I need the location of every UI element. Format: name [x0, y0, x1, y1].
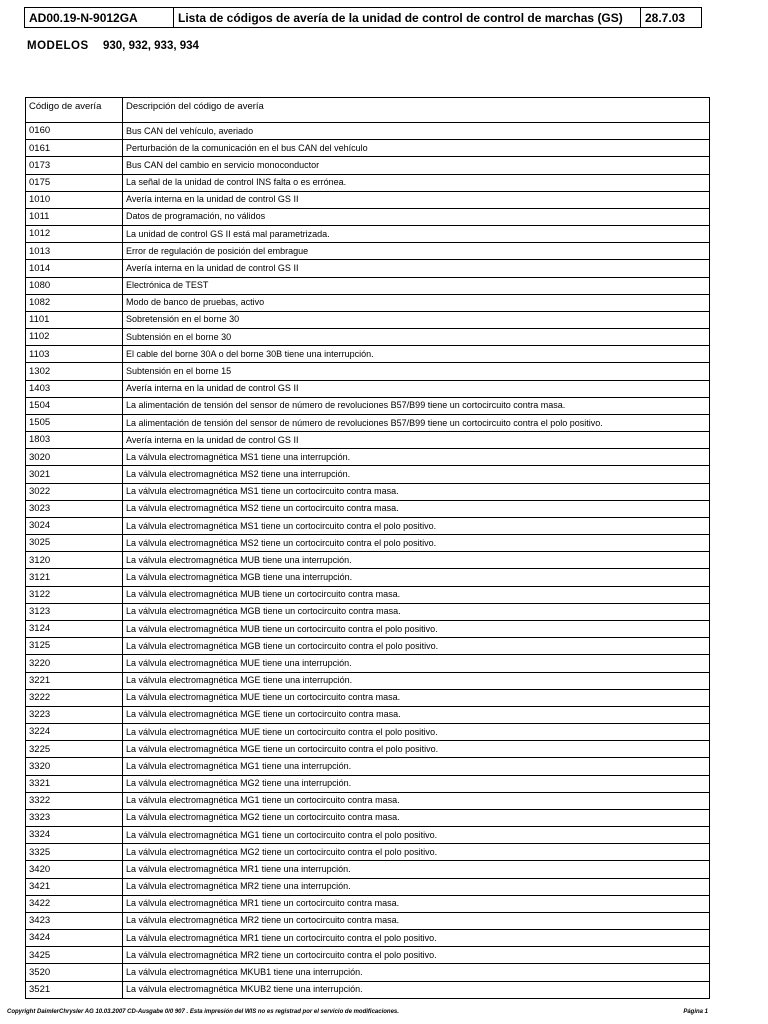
- fault-description: La válvula electromagnética MR2 tiene un cortocircuito contra el polo positivo.: [123, 947, 710, 964]
- table-row: [26, 741, 710, 758]
- table-row: [26, 638, 710, 655]
- fault-description: La válvula electromagnética MR1 tiene un cortocircuito contra masa.: [123, 895, 710, 912]
- fault-description: Avería interna en la unidad de control GS II: [123, 191, 710, 208]
- table-row: [26, 157, 710, 174]
- fault-code: 3221: [26, 672, 123, 689]
- fault-description: Electrónica de TEST: [123, 277, 710, 294]
- models-values: 930, 932, 933, 934: [103, 40, 199, 52]
- fault-description: La válvula electromagnética MGE tiene un cortocircuito contra masa.: [123, 706, 710, 723]
- fault-description: La válvula electromagnética MGB tiene una interrupción.: [123, 569, 710, 586]
- fault-code: 3422: [26, 895, 123, 912]
- table-row: [26, 981, 710, 998]
- fault-code: 3520: [26, 964, 123, 981]
- fault-code: 3420: [26, 861, 123, 878]
- fault-description: La válvula electromagnética MS1 tiene una interrupción.: [123, 449, 710, 466]
- table-row: [26, 620, 710, 637]
- fault-code: 3124: [26, 620, 123, 637]
- fault-code: 1010: [26, 191, 123, 208]
- fault-description: Bus CAN del cambio en servicio monoconductor: [123, 157, 710, 174]
- fault-description: Avería interna en la unidad de control GS II: [123, 260, 710, 277]
- table-row: [26, 689, 710, 706]
- fault-code: 0173: [26, 157, 123, 174]
- fault-description: La válvula electromagnética MR1 tiene una interrupción.: [123, 861, 710, 878]
- table-row: [26, 277, 710, 294]
- table-row: [26, 449, 710, 466]
- fault-code: 3223: [26, 706, 123, 723]
- fault-description: El cable del borne 30A o del borne 30B tiene una interrupción.: [123, 346, 710, 363]
- table-row: [26, 912, 710, 929]
- fault-description: La válvula electromagnética MR1 tiene un cortocircuito contra el polo positivo.: [123, 930, 710, 947]
- table-row: [26, 895, 710, 912]
- fault-description: Datos de programación, no válidos: [123, 208, 710, 225]
- fault-code: 1013: [26, 243, 123, 260]
- fault-description: La válvula electromagnética MKUB1 tiene una interrupción.: [123, 964, 710, 981]
- fault-code: 1302: [26, 363, 123, 380]
- fault-description: La válvula electromagnética MG2 tiene una interrupción.: [123, 775, 710, 792]
- table-row: [26, 414, 710, 431]
- fault-description: La válvula electromagnética MR2 tiene un cortocircuito contra masa.: [123, 912, 710, 929]
- fault-code: 1403: [26, 380, 123, 397]
- fault-description: La válvula electromagnética MGB tiene un cortocircuito contra masa.: [123, 603, 710, 620]
- table-row: [26, 930, 710, 947]
- fault-code: 1082: [26, 294, 123, 311]
- table-row: [26, 947, 710, 964]
- fault-code: 1011: [26, 208, 123, 225]
- fault-code: 1101: [26, 311, 123, 328]
- table-row: [26, 329, 710, 346]
- fault-description: Perturbación de la comunicación en el bus CAN del vehículo: [123, 140, 710, 157]
- fault-code: 0175: [26, 174, 123, 191]
- fault-code: 3121: [26, 569, 123, 586]
- fault-description: La válvula electromagnética MUE tiene una interrupción.: [123, 655, 710, 672]
- table-row: [26, 535, 710, 552]
- fault-code: 3025: [26, 535, 123, 552]
- fault-code: 3125: [26, 638, 123, 655]
- table-row: [26, 208, 710, 225]
- fault-code: 1505: [26, 414, 123, 431]
- table-row: [26, 844, 710, 861]
- table-row: [26, 174, 710, 191]
- table-header-row: [26, 98, 710, 123]
- fault-description: Modo de banco de pruebas, activo: [123, 294, 710, 311]
- table-row: [26, 397, 710, 414]
- table-row: [26, 466, 710, 483]
- fault-code: 1102: [26, 329, 123, 346]
- fault-code: 3321: [26, 775, 123, 792]
- fault-code: 1803: [26, 432, 123, 449]
- fault-description: La válvula electromagnética MGB tiene un cortocircuito contra el polo positivo.: [123, 638, 710, 655]
- fault-description: Error de regulación de posición del embrague: [123, 243, 710, 260]
- fault-code: 3425: [26, 947, 123, 964]
- fault-description: La válvula electromagnética MG2 tiene un cortocircuito contra masa.: [123, 809, 710, 826]
- fault-code: 3224: [26, 724, 123, 741]
- fault-description: La alimentación de tensión del sensor de número de revoluciones B57/B99 tiene un cortocircuito contra el polo positivo.: [123, 414, 710, 431]
- fault-description: La válvula electromagnética MUE tiene un cortocircuito contra el polo positivo.: [123, 724, 710, 741]
- table-row: [26, 243, 710, 260]
- table-row: [26, 432, 710, 449]
- fault-code: 3022: [26, 483, 123, 500]
- table-row: [26, 483, 710, 500]
- fault-code: 3421: [26, 878, 123, 895]
- fault-description: La unidad de control GS II está mal parametrizada.: [123, 226, 710, 243]
- fault-code: 3020: [26, 449, 123, 466]
- fault-code: 3521: [26, 981, 123, 998]
- fault-code: 1504: [26, 397, 123, 414]
- fault-code: 3424: [26, 930, 123, 947]
- fault-code: 3324: [26, 827, 123, 844]
- fault-code: 3222: [26, 689, 123, 706]
- fault-code: 1080: [26, 277, 123, 294]
- fault-code: 3323: [26, 809, 123, 826]
- fault-code: 0160: [26, 123, 123, 140]
- table-row: [26, 706, 710, 723]
- fault-code: 3320: [26, 758, 123, 775]
- fault-code: 3325: [26, 844, 123, 861]
- fault-description: Avería interna en la unidad de control GS II: [123, 432, 710, 449]
- fault-description: La válvula electromagnética MUB tiene un cortocircuito contra masa.: [123, 586, 710, 603]
- fault-description: La válvula electromagnética MS1 tiene un cortocircuito contra masa.: [123, 483, 710, 500]
- table-row: [26, 191, 710, 208]
- fault-code: 1103: [26, 346, 123, 363]
- table-row: [26, 809, 710, 826]
- fault-description: La válvula electromagnética MKUB2 tiene una interrupción.: [123, 981, 710, 998]
- table-row: [26, 380, 710, 397]
- column-header-code: Código de avería: [26, 98, 123, 123]
- fault-code: 3220: [26, 655, 123, 672]
- table-row: [26, 655, 710, 672]
- table-row: [26, 792, 710, 809]
- fault-code: 3322: [26, 792, 123, 809]
- fault-code: 3024: [26, 517, 123, 534]
- table-row: [26, 226, 710, 243]
- fault-code: 3122: [26, 586, 123, 603]
- table-row: [26, 500, 710, 517]
- footer-copyright: Copyright DaimlerChrysler AG 10.03.2007 CD-Ausgabe 0/0 907 . Esta impresión del WIS no es registrad por el servicio de modificaciones.: [7, 1009, 399, 1015]
- table-row: [26, 724, 710, 741]
- fault-description: La válvula electromagnética MGE tiene un cortocircuito contra el polo positivo.: [123, 741, 710, 758]
- fault-code: 3423: [26, 912, 123, 929]
- fault-description: La válvula electromagnética MUE tiene un cortocircuito contra masa.: [123, 689, 710, 706]
- table-row: [26, 140, 710, 157]
- fault-description: La alimentación de tensión del sensor de número de revoluciones B57/B99 tiene un cortocircuito contra masa.: [123, 397, 710, 414]
- document-id: AD00.19-N-9012GA: [25, 8, 174, 28]
- fault-code: 3123: [26, 603, 123, 620]
- table-row: [26, 517, 710, 534]
- table-row: [26, 569, 710, 586]
- table-row: [26, 861, 710, 878]
- fault-description: La válvula electromagnética MUB tiene una interrupción.: [123, 552, 710, 569]
- fault-description: La válvula electromagnética MG1 tiene un cortocircuito contra masa.: [123, 792, 710, 809]
- fault-description: La válvula electromagnética MG1 tiene un cortocircuito contra el polo positivo.: [123, 827, 710, 844]
- fault-description: La válvula electromagnética MS2 tiene un cortocircuito contra masa.: [123, 500, 710, 517]
- table-row: [26, 552, 710, 569]
- table-row: [26, 363, 710, 380]
- table-row: [26, 586, 710, 603]
- fault-description: La válvula electromagnética MS2 tiene un cortocircuito contra el polo positivo.: [123, 535, 710, 552]
- fault-description: Avería interna en la unidad de control GS II: [123, 380, 710, 397]
- fault-code: 0161: [26, 140, 123, 157]
- fault-description: La válvula electromagnética MG1 tiene una interrupción.: [123, 758, 710, 775]
- table-row: [26, 775, 710, 792]
- fault-description: La válvula electromagnética MR2 tiene una interrupción.: [123, 878, 710, 895]
- table-row: [26, 346, 710, 363]
- table-row: [26, 311, 710, 328]
- fault-description: La válvula electromagnética MS2 tiene una interrupción.: [123, 466, 710, 483]
- fault-description: Subtensión en el borne 30: [123, 329, 710, 346]
- fault-description: La válvula electromagnética MG2 tiene un cortocircuito contra el polo positivo.: [123, 844, 710, 861]
- fault-code: 1012: [26, 226, 123, 243]
- table-row: [26, 123, 710, 140]
- table-row: [26, 260, 710, 277]
- table-row: [26, 672, 710, 689]
- fault-description: La señal de la unidad de control INS falta o es errónea.: [123, 174, 710, 191]
- column-header-description: Descripción del código de avería: [123, 98, 710, 123]
- fault-code: 3225: [26, 741, 123, 758]
- fault-description: Bus CAN del vehículo, averiado: [123, 123, 710, 140]
- table-row: [26, 878, 710, 895]
- fault-description: La válvula electromagnética MGE tiene una interrupción.: [123, 672, 710, 689]
- table-row: [26, 758, 710, 775]
- document-date: 28.7.03: [641, 8, 702, 28]
- fault-description: Sobretensión en el borne 30: [123, 311, 710, 328]
- table-row: [26, 603, 710, 620]
- fault-code-table: [25, 97, 710, 999]
- document-header: [24, 7, 702, 28]
- fault-code: 3120: [26, 552, 123, 569]
- fault-code: 3023: [26, 500, 123, 517]
- fault-description: La válvula electromagnética MUB tiene un cortocircuito contra el polo positivo.: [123, 620, 710, 637]
- footer-page-number: Página 1: [683, 1009, 708, 1015]
- models-label: MODELOS: [27, 40, 89, 52]
- fault-description: La válvula electromagnética MS1 tiene un cortocircuito contra el polo positivo.: [123, 517, 710, 534]
- table-row: [26, 964, 710, 981]
- fault-code: 1014: [26, 260, 123, 277]
- fault-description: Subtensión en el borne 15: [123, 363, 710, 380]
- table-row: [26, 827, 710, 844]
- table-row: [26, 294, 710, 311]
- document-title: Lista de códigos de avería de la unidad de control de control de marchas (GS): [174, 8, 641, 28]
- fault-code: 3021: [26, 466, 123, 483]
- models-line: [27, 40, 199, 52]
